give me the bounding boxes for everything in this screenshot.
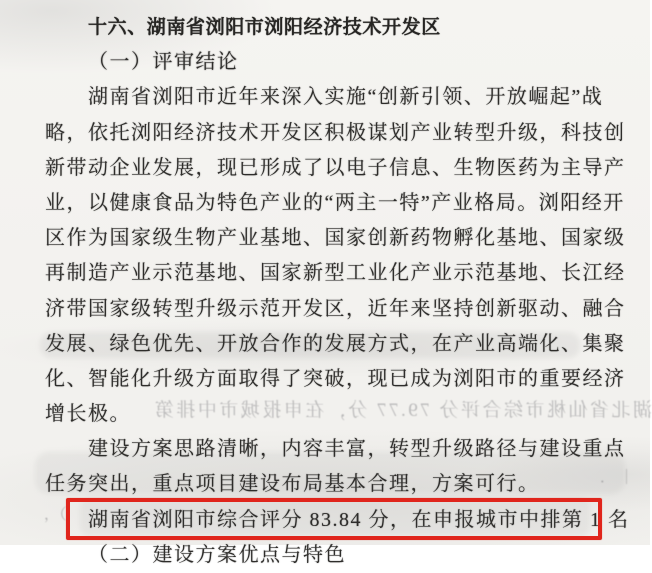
body-line: 增长极。 (45, 403, 131, 426)
body-line: 任务突出，重点项目建设布局基本合理，方案可行。 (45, 473, 540, 496)
body-line: 建设方案思路清晰，内容丰富，转型升级路径与建设重点 (88, 438, 626, 461)
body-line: 新带动企业发展，现已形成了以电子信息、生物医药为主导产 (45, 156, 626, 179)
body-line: 区作为国家级生物产业基地、国家创新药物孵化基地、国家级 (45, 227, 626, 250)
body-line: 湖南省浏阳市近年来深入实施“创新引领、开放崛起”战 (88, 86, 604, 109)
highlighted-score-line: 湖南省浏阳市综合评分 83.84 分，在申报城市中排第 1 名 (88, 508, 630, 531)
clipped-next-section-line: （二）建设方案优点与特色 (88, 543, 346, 566)
bleedthrough-mirrored-text: 湖北省仙桃市综合评分 79.77 分，在申报城市中排第 (152, 400, 652, 421)
subsection-label: （一）评审结论 (88, 51, 239, 74)
body-line: 发展、绿色优先、开放合作的发展方式，在产业高端化、集聚 (45, 332, 626, 355)
section-heading: 十六、湖南省浏阳市浏阳经济技术开发区 (88, 17, 441, 38)
document-body (45, 10, 630, 573)
margin-bleed-mark: ，（ (44, 507, 67, 523)
body-line: 略，依托浏阳经济技术开发区积极谋划产业转型升级，科技创 (45, 121, 626, 144)
margin-bleed-mark: ．｜ (600, 470, 639, 486)
body-line: 再制造产业示范基地、国家新型工业化产业示范基地、长江经 (45, 262, 626, 285)
highlight-box (66, 498, 602, 540)
body-line: 化、智能化升级方面取得了突破，现已成为浏阳市的重要经济 (45, 367, 626, 390)
body-line: 业，以健康食品为特色产业的“两主一特”产业格局。浏阳经开 (45, 191, 625, 214)
body-line: 济带国家级转型升级示范开发区，近年来坚持创新驱动、融合 (45, 297, 626, 320)
